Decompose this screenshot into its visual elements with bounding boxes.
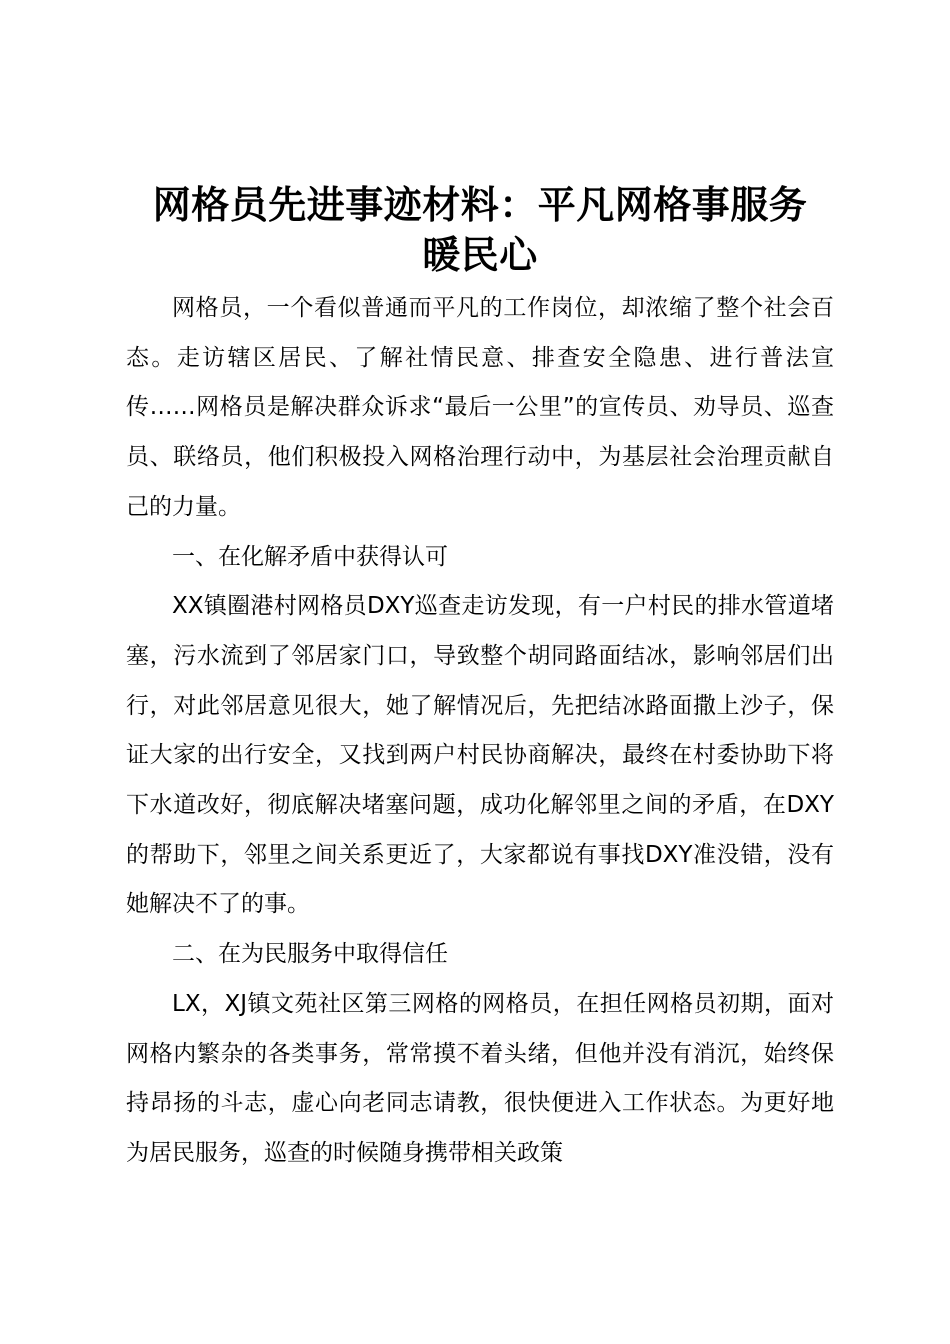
document-title-line-1: 网格员先进事迹材料：平凡网格事服务 — [152, 183, 808, 227]
intro-paragraph: 网格员，一个看似普通而平凡的工作岗位，却浓缩了整个社会百态。走访辖区居民、了解社情民意、排查安全隐患、进行普法宣传……网格员是解决群众诉求“最后一公里”的宣传员、劝导员、巡查员、联络员，他们积极投入网格治理行动中，为基层社会治理贡献自己的力量。 — [126, 295, 834, 520]
document-title — [126, 180, 834, 280]
document-title-line-2: 暖民心 — [422, 233, 538, 277]
section-1-paragraph: XX镇圈港村网格员DXY巡查走访发现，有一户村民的排水管道堵塞，污水流到了邻居家门口，导致整个胡同路面结冰，影响邻居们出行，对此邻居意见很大，她了解情况后，先把结冰路面撒上沙子，保证大家的出行安全，又找到两户村民协商解决，最终在村委协助下将下水道改好，彻底解决堵塞问题，成功化解邻里之间的矛盾，在DXY的帮助下，邻里之间关系更近了，大家都说有事找DXY准没错，没有她解决不了的事。 — [126, 593, 834, 918]
section-1-heading: 一、在化解矛盾中获得认可 — [172, 543, 448, 570]
section-2-paragraph: LX，XJ镇文苑社区第三网格的网格员，在担任网格员初期，面对网格内繁杂的各类事务，常常摸不着头绪，但他并没有消沉，始终保持昂扬的斗志，虚心向老同志请教，很快便进入工作状态。为更好地为居民服务，巡查的时候随身携带相关政策 — [126, 990, 834, 1166]
document-page — [126, 180, 834, 1179]
section-2-heading: 二、在为民服务中取得信任 — [172, 941, 448, 968]
document-body — [126, 284, 834, 1179]
